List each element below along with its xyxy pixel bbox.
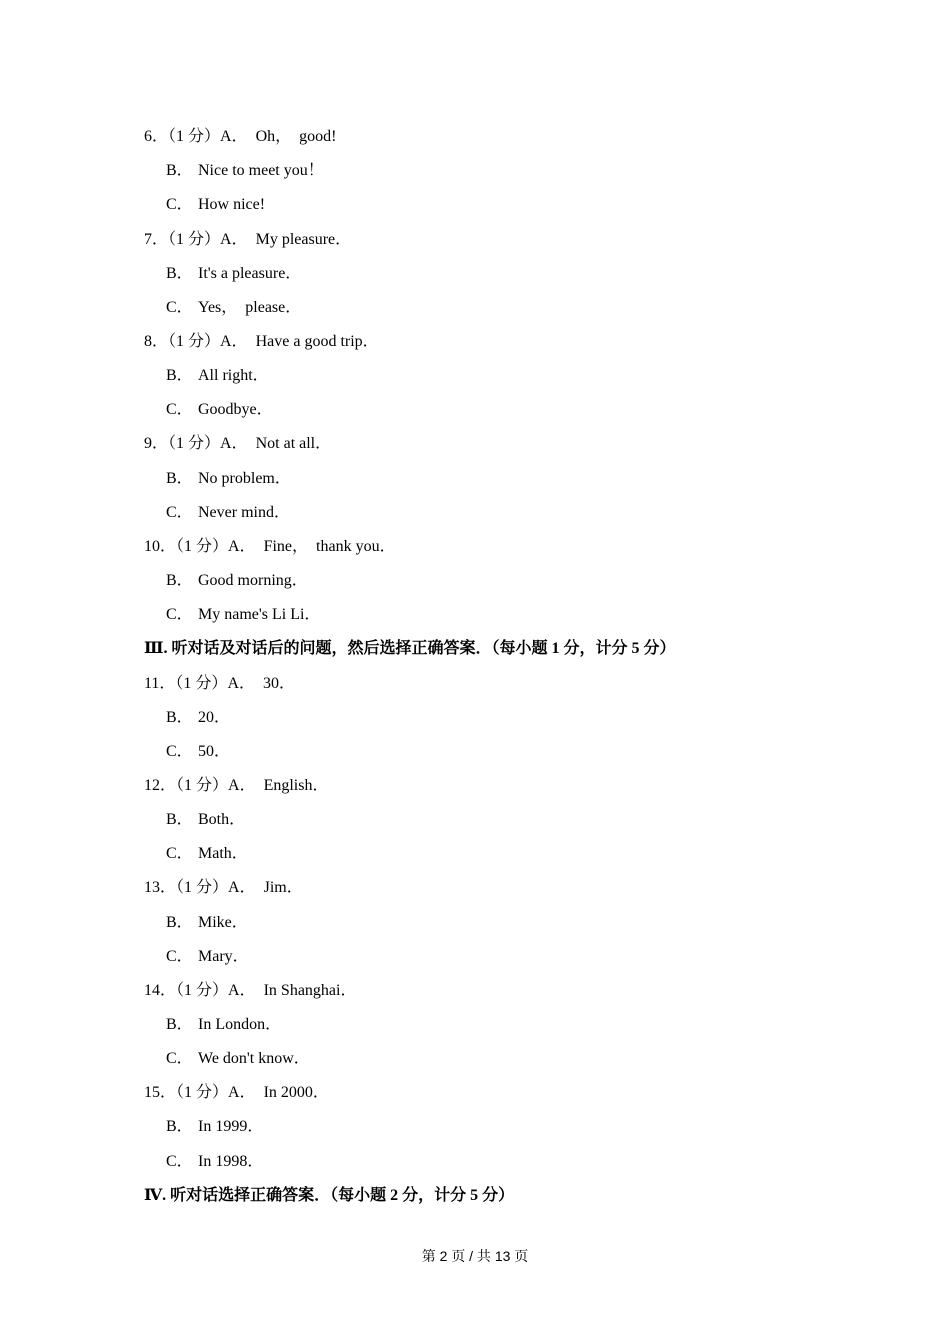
question-8-option-c: C． Goodbye．	[166, 401, 273, 418]
question-9-option-b: B． No problem．	[166, 470, 291, 487]
question-9: 9．（1 分）A． Not at all．	[144, 435, 332, 452]
question-15-option-c: C． In 1998．	[166, 1153, 264, 1170]
question-6-option-c: C． How nice!	[166, 196, 266, 213]
question-10: 10．（1 分）A． Fine， thank you．	[144, 538, 396, 555]
question-8: 8．（1 分）A． Have a good trip．	[144, 333, 379, 350]
question-7-option-c: C． Yes， please．	[166, 299, 302, 316]
question-11-option-b: B． 20．	[166, 709, 231, 726]
question-7: 7．（1 分）A． My pleasure．	[144, 231, 352, 248]
question-6-option-b: B． Nice to meet you！	[166, 162, 324, 179]
question-7-option-b: B． It's a pleasure．	[166, 265, 302, 282]
question-15: 15．（1 分）A． In 2000．	[144, 1084, 329, 1101]
question-13-option-b: B． Mike．	[166, 914, 248, 931]
question-12-option-c: C． Math．	[166, 845, 248, 862]
question-9-option-c: C． Never mind．	[166, 504, 290, 521]
question-13-option-c: C． Mary．	[166, 948, 249, 965]
question-6: 6．（1 分）A． Oh， good!	[144, 128, 337, 145]
question-14: 14．（1 分）A． In Shanghai．	[144, 982, 357, 999]
question-11-option-c: C． 50．	[166, 743, 231, 760]
question-10-option-c: C． My name's Li Li．	[166, 606, 321, 623]
page-footer: 第 2 页 / 共 13 页	[421, 1248, 529, 1264]
question-12-option-b: B． Both．	[166, 811, 246, 828]
question-10-option-b: B． Good morning．	[166, 572, 308, 589]
question-12: 12．（1 分）A． English．	[144, 777, 329, 794]
question-8-option-b: B． All right．	[166, 367, 269, 384]
question-15-option-b: B． In 1999．	[166, 1118, 264, 1135]
section-3-heading: Ⅲ. 听对话及对话后的问题，然后选择正确答案．（每小题 1 分，计分 5 分）	[144, 640, 676, 657]
section-4-heading: Ⅳ. 听对话选择正确答案．（每小题 2 分，计分 5 分）	[144, 1187, 515, 1204]
question-11: 11．（1 分）A． 30．	[144, 675, 295, 692]
question-13: 13．（1 分）A． Jim．	[144, 879, 303, 896]
question-14-option-b: B． In London．	[166, 1016, 282, 1033]
question-14-option-c: C． We don't know．	[166, 1050, 310, 1067]
